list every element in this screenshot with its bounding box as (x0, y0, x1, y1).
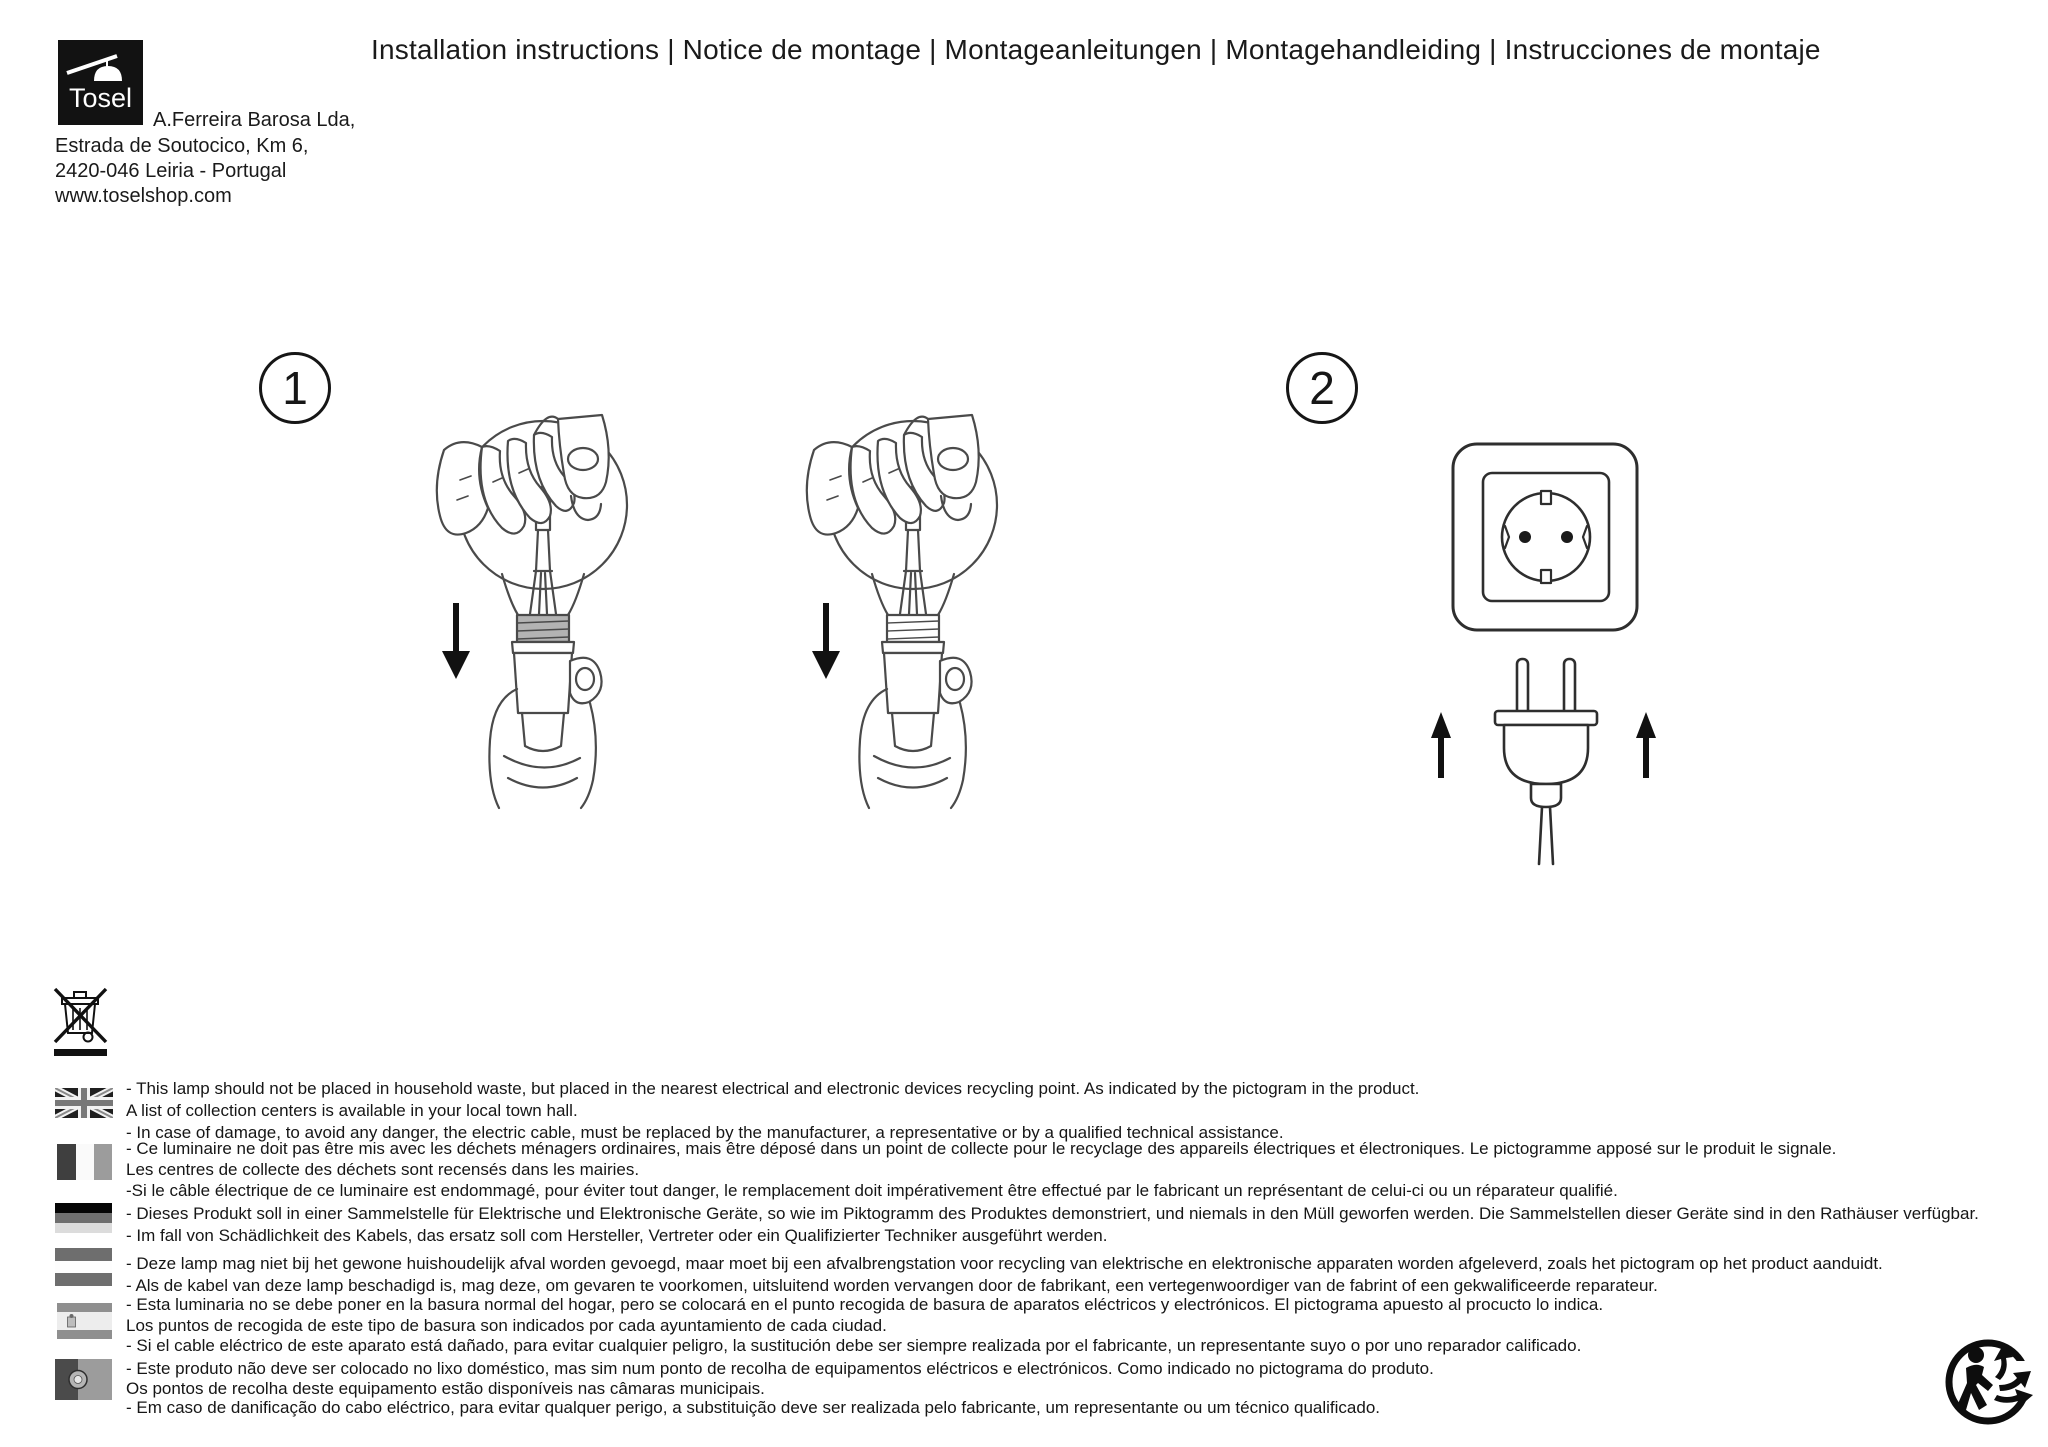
recycling-text-en-line-1: - This lamp should not be placed in household waste, but placed in the nearest electrical and electronic devices recycling point. As indicated by the pictogram in the product. (126, 1079, 1420, 1098)
company-address-city: 2420-046 Leiria - Portugal (55, 160, 287, 182)
bulb-installation-illustration-2 (800, 390, 1030, 810)
company-address-street: Estrada de Soutocico, Km 6, (55, 135, 309, 157)
spain-flag-icon (57, 1303, 112, 1339)
recycling-text-pt-line-3: - Em caso de danificação do cabo eléctrico, para evitar qualquer perigo, a substituição deve ser realizada pelo fabricante, um representante ou um técnico qualificado. (126, 1398, 1381, 1417)
recycling-text-es-line-1: - Esta luminaria no se debe poner en la basura normal del hogar, pero se colocará en el punto recogida de basura de aparatos eléctricos y electrónicos. El pictograma apuesto al procucto lo indica. (126, 1295, 1604, 1314)
recycling-text-pt-line-1: - Este produto não deve ser colocado no lixo doméstico, mas sim num ponto de recolha de equipamentos eléctricos e electrónicos. Como indicado no pictograma do produto. (126, 1359, 1434, 1378)
recycling-text-de-line-1: - Dieses Produkt soll in einer Sammelstelle für Elektrische und Elektronische Geräte, so wie im Piktogramm des Produktes demonstriert, und niemals in den Müll geworfen werden. Die Sammelstellen dieser Geräte sind in den Rathäuser verfügbar. (126, 1204, 1979, 1223)
recycling-text-pt-line-2: Os pontos de recolha deste equipamento estão disponíveis nas câmaras municipais. (126, 1379, 765, 1398)
recycling-text-en-line-2: A list of collection centers is available in your local town hall. (126, 1101, 578, 1120)
step-1-number: 1 (282, 362, 308, 414)
step-2-number: 2 (1309, 362, 1335, 414)
step-2-marker (1286, 352, 1358, 424)
triman-recycling-icon (1943, 1333, 2038, 1428)
socket-hole (1561, 531, 1573, 543)
bulb-installation-illustration-1 (430, 390, 660, 810)
weee-crossed-out-bin-icon (50, 982, 114, 1058)
netherlands-flag-icon (55, 1248, 112, 1286)
page-title: Installation instructions | Notice de montage | Montageanleitungen | Montagehandleiding | Instrucciones de montaje (371, 34, 1821, 65)
up-arrow-icon (1431, 712, 1451, 778)
recycling-text-nl-line-1: - Deze lamp mag niet bij het gewone huishoudelijk afval worden gevoegd, maar moet bij een afvalbrengstation voor recycling van elektrische en elektronische apparaten worden afgeleverd, zoals het pictogram op het product aanduidt. (126, 1254, 1883, 1273)
recycling-text-es-line-2: Los puntos de recogida de este tipo de basura son indicados por cada ayuntamiento de cada ciudad. (126, 1316, 887, 1335)
down-arrow-icon (812, 603, 840, 679)
france-flag-icon (57, 1144, 112, 1180)
recycling-text-es-line-3: - Si el cable eléctrico de este aparato está dañado, para evitar cualquier peligro, la sustitución debe ser siempre realizada por el fabricante, un representante suyo o por uno reparador calificado. (126, 1336, 1582, 1355)
lower-hand (570, 658, 602, 704)
recycling-text-nl-line-2: - Als de kabel van deze lamp beschadigd is, mag deze, om gevaren te voorkomen, uitsluitend worden vervangen door de fabrikant, een vertegenwoordiger van de fabrint of een gekwalificeerde reparateur. (126, 1276, 1658, 1295)
recycling-text-fr-line-1: - Ce luminaire ne doit pas être mis avec les déchets ménagers ordinaires, mais être déposé dans un point de collecte pour le recyclage des appareils électriques et électroniques. Le pictogramme apposé sur le produit le signale. (126, 1139, 1837, 1158)
portugal-flag-icon (55, 1359, 112, 1400)
tosel-logo (58, 40, 143, 125)
down-arrow-icon (442, 603, 470, 679)
uk-flag-icon (55, 1088, 113, 1118)
germany-flag-icon (55, 1203, 112, 1233)
company-name: A.Ferreira Barosa Lda, (153, 109, 356, 131)
company-website: www.toselshop.com (55, 185, 232, 207)
lamp-socket (512, 642, 574, 653)
recycling-text-en-line-3: - In case of damage, to avoid any danger, the electric cable, must be replaced by the manufacturer, a representative or by a qualified technical assistance. (126, 1123, 1284, 1142)
recycling-text-fr-line-3: -Si le câble électrique de ce luminaire est endommagé, pour éviter tout danger, le remplacement doit impérativement être effectué par le fabricant un représentant de celui-ci ou un réparateur qualifié. (126, 1181, 1618, 1200)
recycling-text-de-line-2: - Im fall von Schädlichkeit des Kabels, das ersatz soll com Hersteller, Vertreter oder ein Qualifizierter Techniker ausgeführt werden. (126, 1226, 1108, 1245)
lamp-socket (882, 642, 944, 653)
power-plug (1495, 659, 1597, 864)
socket-hole (1519, 531, 1531, 543)
logo-wordmark: Tosel (69, 83, 133, 113)
plug-socket-illustration (1425, 440, 1715, 870)
recycling-text-fr-line-2: Les centres de collecte des déchets sont recensés dans les mairies. (126, 1160, 640, 1179)
step-1-marker (259, 352, 331, 424)
lower-hand (940, 658, 972, 704)
up-arrow-icon (1636, 712, 1656, 778)
